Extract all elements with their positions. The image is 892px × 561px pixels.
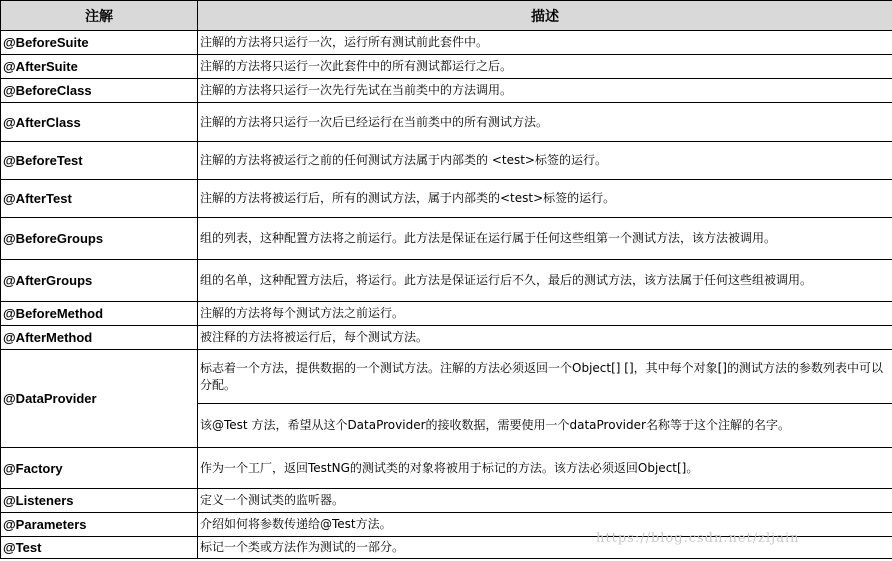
- annotation-description: 被注释的方法将被运行后，每个测试方法。: [198, 326, 892, 350]
- annotation-description: 注解的方法将只运行一次先行先试在当前类中的方法调用。: [198, 79, 892, 103]
- table-row: [1, 142, 892, 180]
- watermark: https://blog.csdn.net/zljain: [596, 531, 800, 546]
- annotation-name: @BeforeMethod: [1, 302, 198, 326]
- table-row: [1, 326, 892, 350]
- annotation-description: 定义一个测试类的监听器。: [198, 489, 892, 513]
- table-header-row: [1, 1, 892, 31]
- annotation-description: 注解的方法将只运行一次，运行所有测试前此套件中。: [198, 31, 892, 55]
- table-row: [1, 79, 892, 103]
- annotation-name: @BeforeClass: [1, 79, 198, 103]
- annotation-name: @AfterClass: [1, 103, 198, 142]
- annotation-description: 注解的方法将每个测试方法之前运行。: [198, 302, 892, 326]
- header-annotation: 注解: [1, 1, 198, 31]
- table-row: [1, 180, 892, 218]
- table-row: [1, 31, 892, 55]
- annotation-name: @Test: [1, 537, 198, 559]
- annotation-description: 注解的方法将只运行一次后已经运行在当前类中的所有测试方法。: [198, 103, 892, 142]
- annotation-name: @BeforeGroups: [1, 218, 198, 260]
- table-row: [1, 489, 892, 513]
- table-row: [1, 103, 892, 142]
- annotation-description: 注解的方法将被运行后，所有的测试方法，属于内部类的<test>标签的运行。: [198, 180, 892, 218]
- annotation-name: @AfterSuite: [1, 55, 198, 79]
- annotation-description: 介绍如何将参数传递给@Test方法。: [198, 513, 892, 537]
- table-row: [1, 55, 892, 79]
- table-row: [1, 350, 892, 404]
- table-row: [1, 218, 892, 260]
- annotation-description: 组的名单，这种配置方法后，将运行。此方法是保证运行后不久，最后的测试方法，该方法属于任何这些组被调用。: [198, 260, 892, 302]
- annotation-description: [198, 350, 892, 404]
- table-row: [1, 448, 892, 489]
- annotation-description: 作为一个工厂，返回TestNG的测试类的对象将被用于标记的方法。该方法必须返回Object[]。: [198, 448, 892, 489]
- annotation-name: @AfterTest: [1, 180, 198, 218]
- annotation-name: @AfterGroups: [1, 260, 198, 302]
- header-description: 描述: [198, 1, 892, 31]
- annotation-name: @AfterMethod: [1, 326, 198, 350]
- annotation-description: 注解的方法将被运行之前的任何测试方法属于内部类的 <test>标签的运行。: [198, 142, 892, 180]
- table-row: [1, 302, 892, 326]
- annotation-name: @Listeners: [1, 489, 198, 513]
- annotation-name: @BeforeTest: [1, 142, 198, 180]
- description-paragraph: 标志着一个方法，提供数据的一个测试方法。注解的方法必须返回一个Object[] []，其中每个对象[]的测试方法的参数列表中可以分配。: [200, 360, 883, 392]
- annotation-name: @Parameters: [1, 513, 198, 537]
- annotation-description: 组的列表，这种配置方法将之前运行。此方法是保证在运行属于任何这些组第一个测试方法，该方法被调用。: [198, 218, 892, 260]
- annotation-name: @BeforeSuite: [1, 31, 198, 55]
- table-row: [1, 260, 892, 302]
- annotation-name: @DataProvider: [1, 350, 198, 448]
- annotation-description: 注解的方法将只运行一次此套件中的所有测试都运行之后。: [198, 55, 892, 79]
- annotation-description: [198, 404, 892, 448]
- annotation-description: 标记一个类或方法作为测试的一部分。: [198, 537, 892, 559]
- description-paragraph: 该@Test 方法，希望从这个DataProvider的接收数据，需要使用一个dataProvider名称等于这个注解的名字。: [200, 418, 790, 432]
- annotation-name: @Factory: [1, 448, 198, 489]
